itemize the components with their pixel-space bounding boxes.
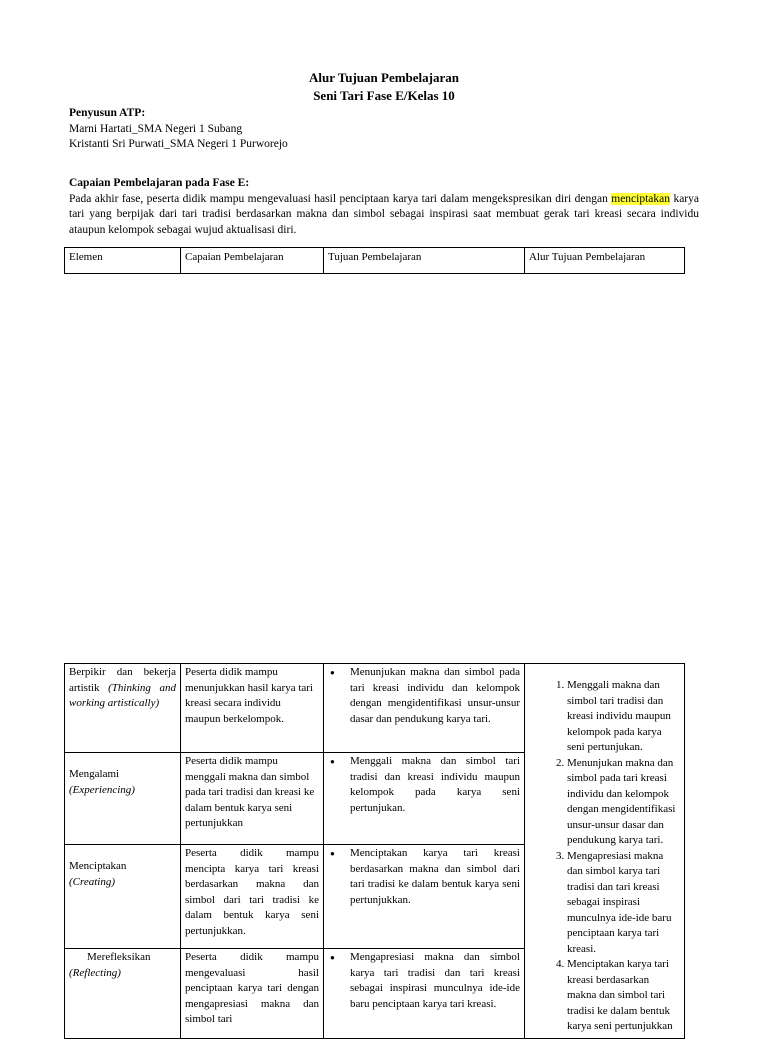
capaian-cell: Peserta didik mampu mencipta karya tari kreasi berdasarkan makna dan simbol dari tari tradisi ke dalam bentuk karya seni pertunjukkan. — [181, 845, 324, 949]
elemen-cell: Berpikir dan bekerja artistik (Thinking and working artistically) — [65, 664, 181, 753]
author-name: Marni Hartati_SMA Negeri 1 Subang — [69, 122, 243, 135]
elemen-cell: Merefleksikan (Reflecting) — [65, 949, 181, 1039]
capaian-section — [69, 176, 699, 238]
column-header-tujuan: Tujuan Pembelajaran — [324, 248, 525, 274]
authors-block — [69, 106, 699, 153]
capaian-cell: Peserta didik mampu mengevaluasi hasil penciptaan karya tari dengan mengapresiasi makna dan simbol tari — [181, 949, 324, 1039]
author-name: Kristanti Sri Purwati_SMA Negeri 1 Purworejo — [69, 138, 288, 150]
column-header-alur: Alur Tujuan Pembelajaran — [525, 248, 685, 274]
header-table — [64, 247, 685, 274]
list-item: 3. Mengapresiasi makna dan simbol karya tari tradisi dan tari kreasi sebagai inspirasi munculnya ide-ide baru penciptaan karya tari kreasi. — [567, 849, 680, 958]
doc-subtitle: Seni Tari Fase E/Kelas 10 — [313, 88, 455, 103]
alur-list — [529, 678, 680, 1035]
tujuan-cell — [324, 845, 525, 949]
list-item: 2. Menunjukan makna dan simbol pada tari kreasi individu dan kelompok dengan mengidentifikasi unsur-unsur dasar dan pendukung karya tari. — [567, 756, 680, 849]
tujuan-cell — [324, 753, 525, 845]
bullet-item: ● Mengapresiasi makna dan simbol karya tari tradisi dan tari kreasi sebagai inspirasi munculnya ide-ide baru penciptaan karya tari kreasi. — [350, 950, 520, 1012]
authors-label: Penyusun ATP: — [69, 107, 146, 119]
table-row — [65, 664, 685, 753]
list-item: 4. Menciptakan karya tari kreasi berdasarkan makna dan simbol tari tradisi ke dalam bentuk karya seni pertunjukkan — [567, 957, 680, 1035]
list-item: 1. Menggali makna dan simbol tari tradisi dan kreasi individu maupun kelompok pada karya seni pertunjukan. — [567, 678, 680, 756]
capaian-cell: Peserta didik mampu menggali makna dan simbol pada tari tradisi dan kreasi ke dalam bentuk karya seni pertunjukkan — [181, 753, 324, 845]
atp-table — [64, 663, 685, 1039]
column-header-elemen: Elemen — [65, 248, 181, 274]
tujuan-cell — [324, 949, 525, 1039]
column-header-capaian: Capaian Pembelajaran — [181, 248, 324, 274]
elemen-cell: Mengalami (Experiencing) — [65, 753, 181, 845]
bullet-item: ● Menunjukan makna dan simbol pada tari kreasi individu dan kelompok dengan mengidentifikasi unsur-unsur dasar dan pendukung karya tari. — [350, 665, 520, 727]
tujuan-cell — [324, 664, 525, 753]
capaian-paragraph: Pada akhir fase, peserta didik mampu mengevaluasi hasil penciptaan karya tari dalam mengekspresikan diri dengan menciptakan karya tari yang berpijak dari tari tradisi berdasarkan makna dan simbol sebagai inspirasi saat membuat gerak tari kreasi secara individu ataupun kelompok sebagai wujud aktualisasi diri. — [69, 192, 699, 236]
elemen-cell: Menciptakan (Creating) — [65, 845, 181, 949]
bullet-item: ● Menciptakan karya tari kreasi berdasarkan makna dan simbol dari tari tradisi ke dalam bentuk karya seni pertunjukkan. — [350, 846, 520, 908]
bullet-item: ● Menggali makna dan simbol tari tradisi dan kreasi individu maupun kelompok pada karya seni pertunjukan. — [350, 754, 520, 816]
alur-cell — [525, 664, 685, 1039]
capaian-heading: Capaian Pembelajaran pada Fase E: — [69, 177, 250, 189]
capaian-cell: Peserta didik mampu menunjukkan hasil karya tari kreasi secara individu maupun berkelompok. — [181, 664, 324, 753]
highlighted-word: menciptakan — [611, 192, 671, 205]
doc-title: Alur Tujuan Pembelajaran — [308, 70, 459, 85]
